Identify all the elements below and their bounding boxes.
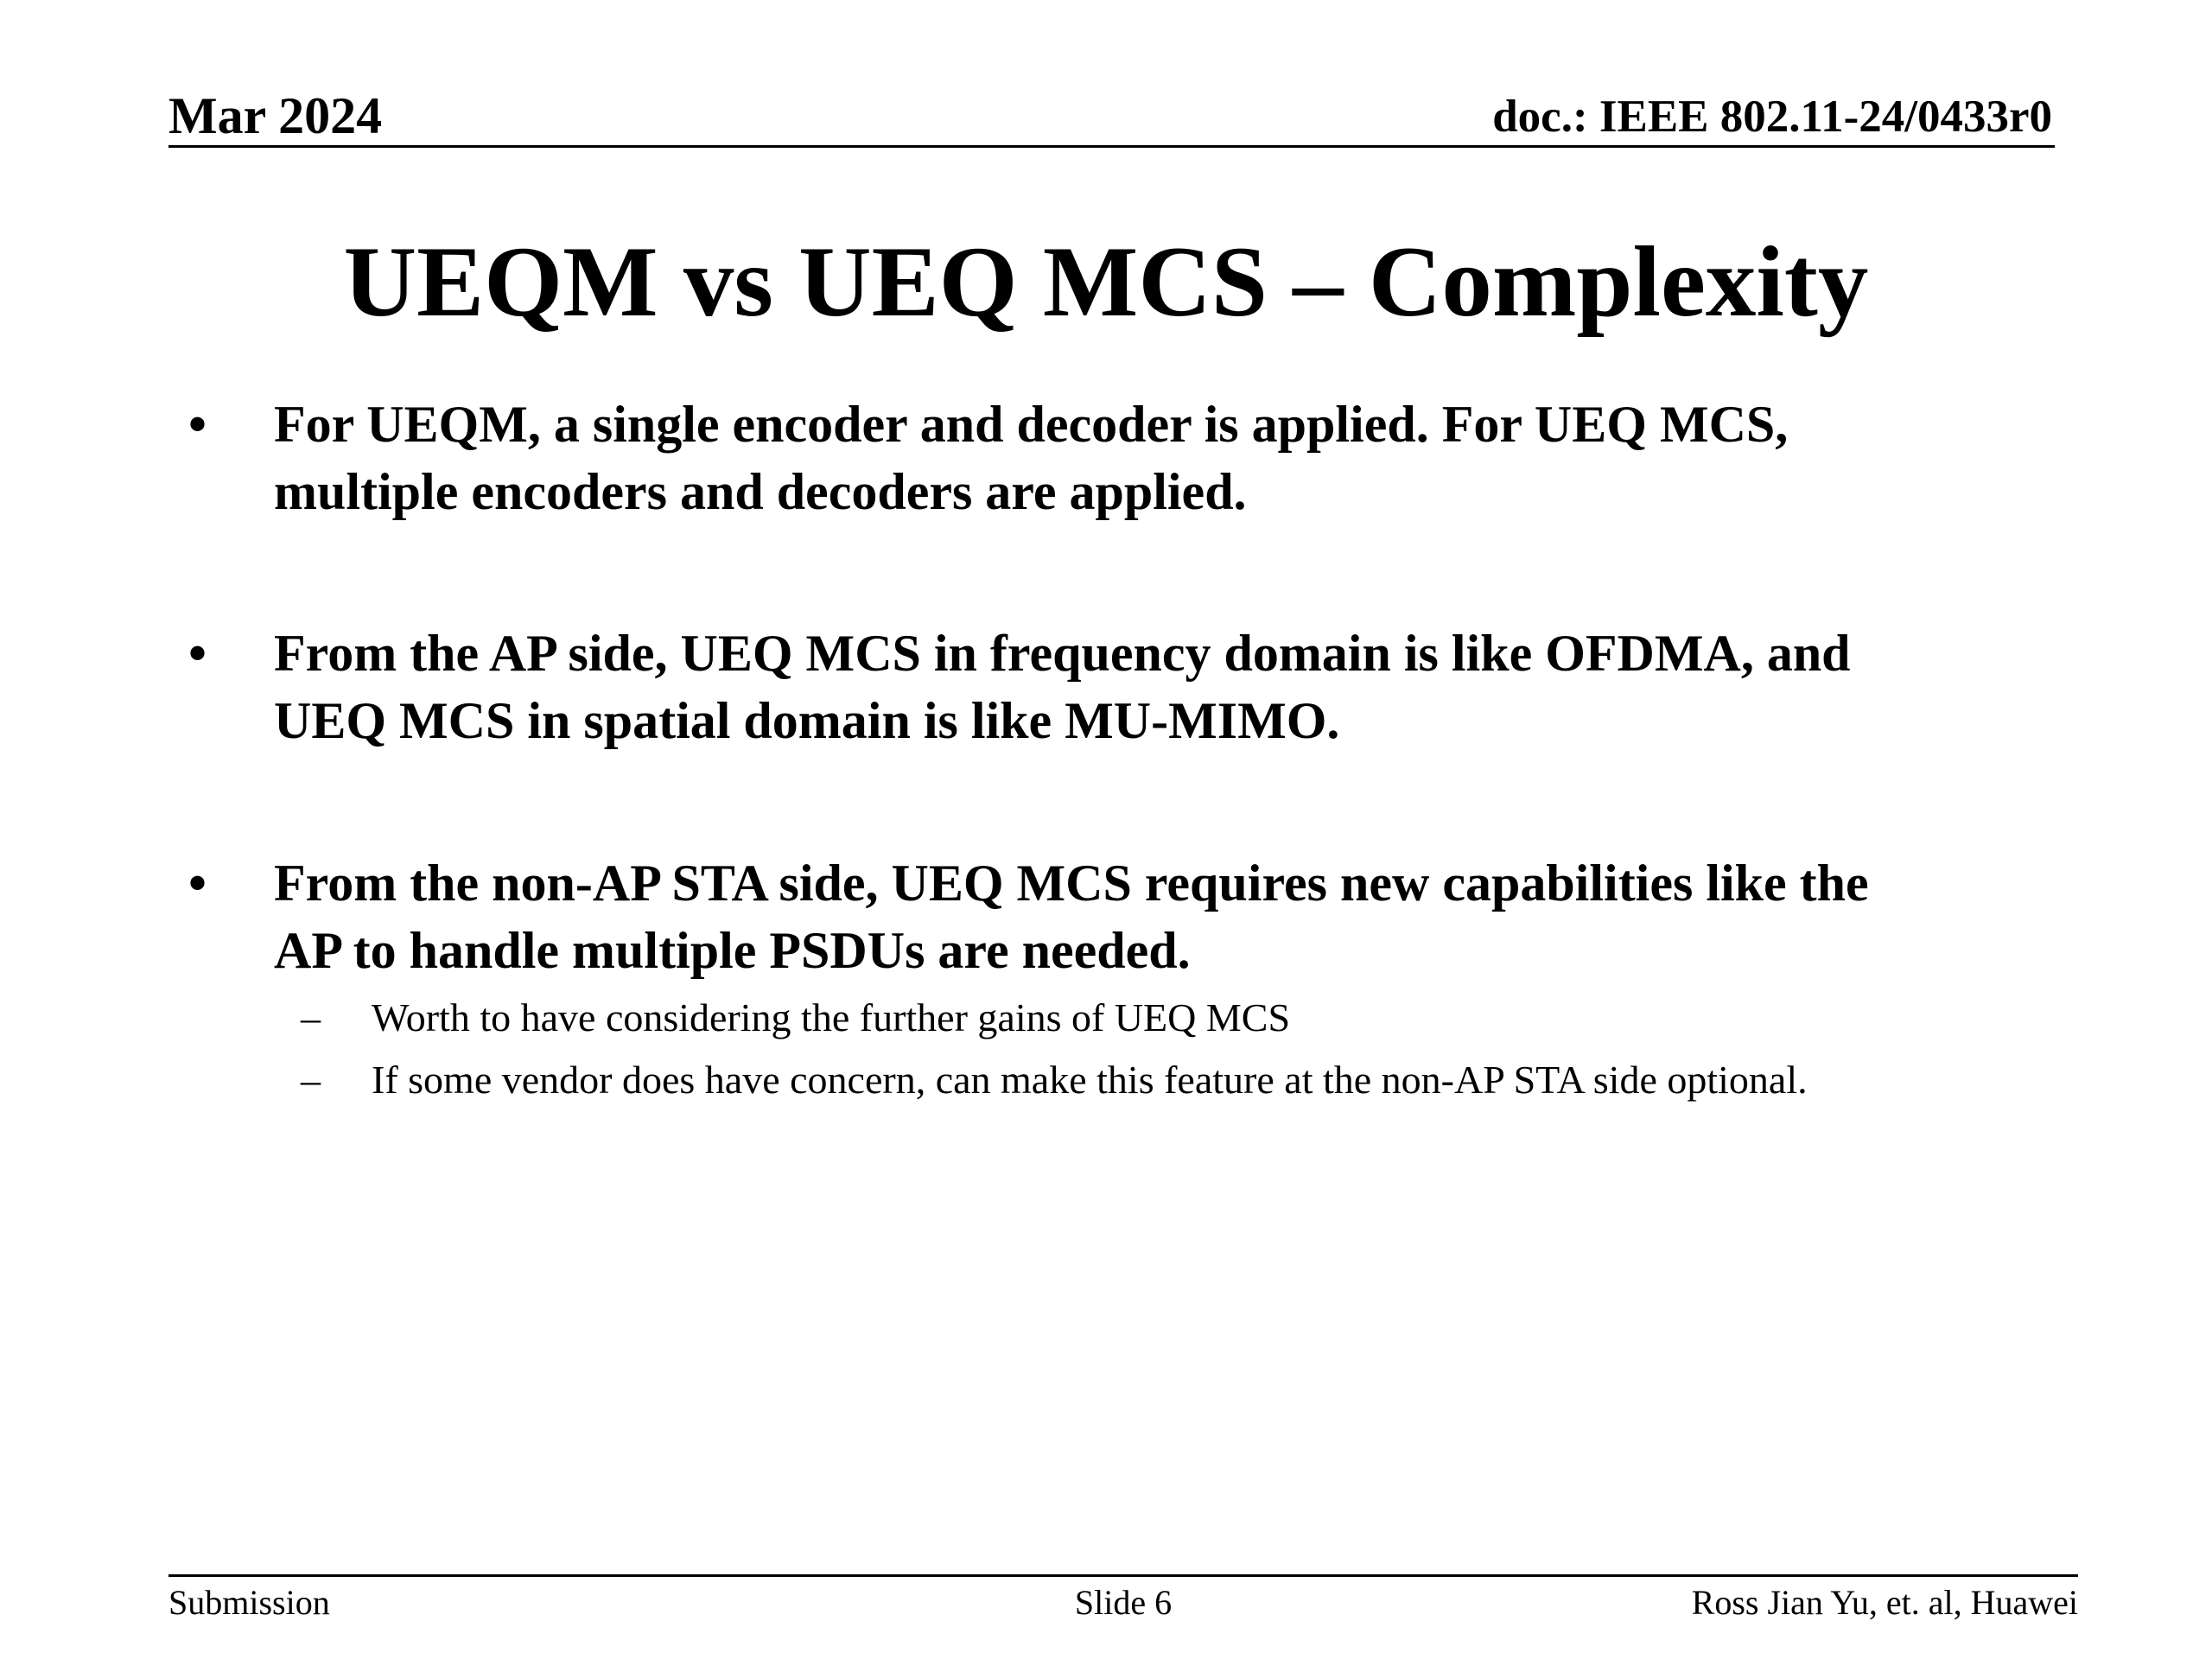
bullet-item-1 [274,391,2071,525]
sub-bullet-marker: – [301,1058,321,1102]
bullet-marker: • [188,396,207,453]
bullet-item-3 [274,849,2071,984]
bullet-marker: • [188,855,207,912]
header-doc-id: doc.: IEEE 802.11-24/0433r0 [1492,92,2052,142]
bullet-item-2 [274,620,2071,754]
header-date: Mar 2024 [168,87,383,144]
bullet-line: UEQ MCS in spatial domain is like MU-MIMO. [274,692,1340,749]
sub-bullet-item: Worth to have considering the further gains of UEQ MCS [372,995,1291,1039]
header-divider [168,145,2055,148]
bullet-line: multiple encoders and decoders are applied. [274,463,1247,520]
slide-title: UEQM vs UEQ MCS – Complexity [343,226,1869,338]
bullet-line: From the AP side, UEQ MCS in frequency domain is like OFDMA, and [274,625,1851,682]
footer-slide-number: Slide 6 [1074,1583,1173,1622]
sub-bullet-marker: – [301,995,321,1039]
bullet-line: For UEQM, a single encoder and decoder is applied. For UEQ MCS, [274,396,1789,453]
bullet-line: AP to handle multiple PSDUs are needed. [274,922,1191,979]
bullet-marker: • [188,625,207,682]
footer-submission: Submission [168,1583,330,1622]
footer-divider [168,1574,2078,1577]
bullet-line: From the non-AP STA side, UEQ MCS requires new capabilities like the [274,855,1869,912]
sub-bullet-item: If some vendor does have concern, can make this feature at the non-AP STA side optional. [372,1058,1808,1102]
footer-authors: Ross Jian Yu, et. al, Huawei [1691,1583,2078,1622]
